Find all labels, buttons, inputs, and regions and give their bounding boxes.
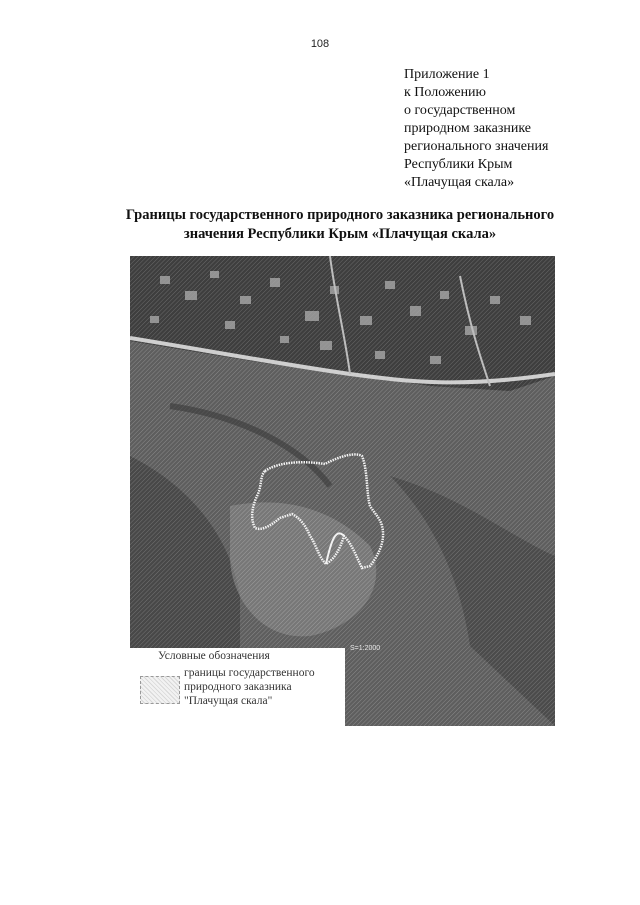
appendix-line: регионального значения (404, 139, 549, 154)
map-scale-label: S=1:2000 (350, 645, 381, 652)
title-line: значения Республики Крым «Плачущая скала» (183, 226, 497, 242)
legend-item-line: границы государственного (184, 667, 315, 679)
appendix-line: о государственном (404, 103, 516, 118)
appendix-line: «Плачущая скала» (404, 175, 515, 190)
page-number: 108 (310, 38, 330, 50)
boundary-swatch (140, 676, 180, 704)
appendix-line: Приложение 1 (404, 67, 490, 82)
legend-item-line: "Плачущая скала" (184, 695, 273, 707)
document-title (60, 206, 620, 244)
satellite-map (130, 256, 555, 726)
legend-item (184, 666, 315, 708)
map-legend (130, 648, 345, 726)
appendix-note (404, 66, 624, 192)
appendix-line: Республики Крым (404, 157, 513, 172)
legend-title: Условные обозначения (158, 650, 270, 662)
legend-item-line: природного заказника (184, 681, 292, 693)
title-line: Границы государственного природного заказника регионального (125, 207, 555, 223)
appendix-line: к Положению (404, 85, 487, 100)
appendix-line: природном заказнике (404, 121, 532, 136)
